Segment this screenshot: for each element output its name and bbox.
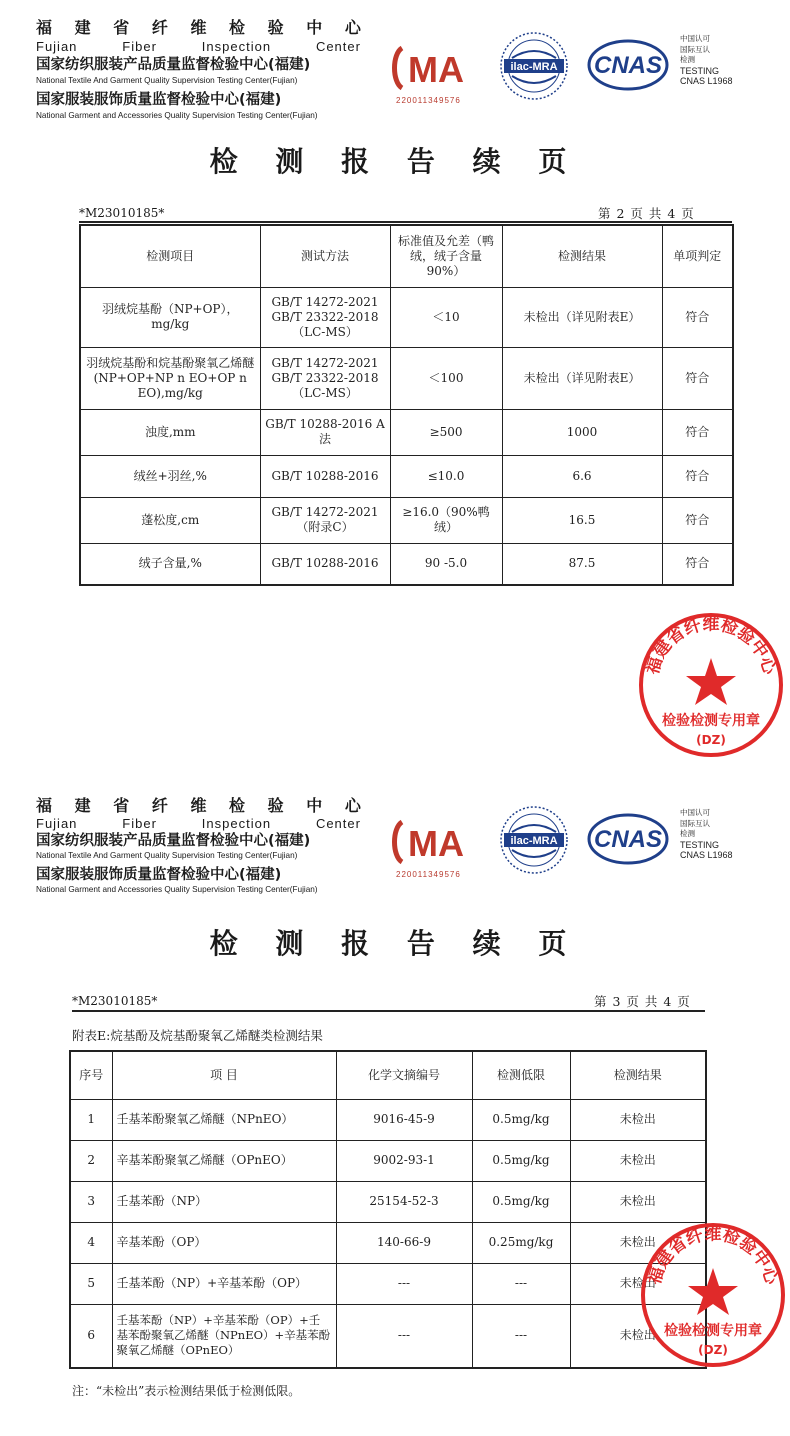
divider-line [79,221,732,223]
svg-text:MA: MA [408,49,464,90]
table-header-row [80,225,733,287]
col-header-judgement: 单项判定 [662,225,733,287]
annex-results-table [69,1050,707,1369]
report-number: *M23010185* [72,994,158,1008]
inspection-seal-stamp [638,1220,788,1370]
table-row: 2 辛基苯酚聚氧乙烯醚（OPnEO） 9002-93-1 0.5mg/kg 未检出 [70,1140,706,1181]
cma-logo [388,818,484,866]
col-header-standard: 标准值及允差（鸭绒，绒子含量90%） [390,225,502,287]
col-header-method: 测试方法 [260,225,390,287]
center-name-en: Fujian Fiber Inspection Center [36,39,361,54]
col-header-cas: 化学文摘编号 [336,1051,472,1099]
svg-text:CNAS: CNAS [593,52,663,79]
col-header-no: 序号 [70,1051,112,1099]
org2-cn: 国家服装服饰质量监督检验中心(福建) [36,92,282,108]
cma-logo [388,44,484,92]
table-row: 绒丝+羽丝,% GB/T 10288-2016 ≤10.0 6.6 符合 [80,455,733,497]
org2-en: National Garment and Accessories Quality Supervision Testing Center(Fujian) [36,885,318,894]
table-row: 浊度,mm GB/T 10288-2016 A法 ≥500 1000 符合 [80,409,733,455]
svg-text:福建省纤维检验中心: 福建省纤维检验中心 [642,614,780,677]
svg-text:(DZ): (DZ) [698,1343,728,1357]
table-row: 4 辛基苯酚（OP） 140-66-9 0.25mg/kg 未检出 [70,1222,706,1263]
inspection-seal-stamp [636,610,786,760]
page-title: 检 测 报 告 续 页 [209,927,581,960]
results-table [79,224,734,586]
cma-number: 220011349576 [396,96,461,105]
svg-text:ilac-MRA: ilac-MRA [510,61,558,73]
org2-cn: 国家服装服饰质量监督检验中心(福建) [36,867,282,883]
report-number: *M23010185* [79,206,165,220]
center-name-en: Fujian Fiber Inspection Center [36,816,361,831]
ilac-mra-logo [498,30,570,102]
svg-text:(DZ): (DZ) [696,733,726,747]
center-name-cn: 福 建 省 纤 维 检 验 中 心 [36,18,361,37]
table-row: 5 壬基苯酚（NP）+辛基苯酚（OP） --- --- 未检出 [70,1263,706,1304]
org2-en: National Garment and Accessories Quality Supervision Testing Center(Fujian) [36,111,318,120]
table-row: 3 壬基苯酚（NP） 25154-52-3 0.5mg/kg 未检出 [70,1181,706,1222]
table-row: 蓬松度,cm GB/T 14272-2021 （附录C） ≥16.0（90%鸭绒） 16.5 符合 [80,497,733,543]
org1-en: National Textile And Garment Quality Supervision Testing Center(Fujian) [36,851,298,860]
report-page-3 [0,770,790,1436]
ilac-mra-logo [498,804,570,876]
col-header-result: 检测结果 [502,225,662,287]
svg-text:ilac-MRA: ilac-MRA [510,835,558,847]
cma-number: 220011349576 [396,870,461,879]
page-number: 第 3 页 共 4 页 [594,994,690,1009]
cnas-logo [586,812,670,866]
center-name-cn: 福 建 省 纤 维 检 验 中 心 [36,796,361,815]
org1-cn: 国家纺织服装产品质量监督检验中心(福建) [36,833,311,849]
org1-en: National Textile And Garment Quality Supervision Testing Center(Fujian) [36,76,298,85]
col-header-item: 项 目 [112,1051,336,1099]
svg-text:检验检测专用章: 检验检测专用章 [664,1323,762,1339]
table-row: 绒子含量,% GB/T 10288-2016 90 -5.0 87.5 符合 [80,543,733,585]
svg-text:CNAS: CNAS [593,826,663,853]
page-number: 第 2 页 共 4 页 [598,206,694,221]
col-header-result: 检测结果 [570,1051,706,1099]
svg-text:福建省纤维检验中心: 福建省纤维检验中心 [644,1224,782,1287]
cnas-logo [586,38,670,92]
footnote: 注：“未检出”表示检测结果低于检测低限。 [72,1384,301,1398]
table-row: 1 壬基苯酚聚氧乙烯醚（NPnEO） 9016-45-9 0.5mg/kg 未检出 [70,1099,706,1140]
table-row: 羽绒烷基酚（NP+OP），mg/kg GB/T 14272-2021 GB/T 23322-2018 （LC-MS） ＜10 未检出（详见附表E） 符合 [80,287,733,347]
col-header-limit: 检测低限 [472,1051,570,1099]
page-title: 检 测 报 告 续 页 [209,145,581,178]
table-header-row [70,1051,706,1099]
svg-text:检验检测专用章: 检验检测专用章 [662,713,760,729]
annex-title: 附表E:烷基酚及烷基酚聚氧乙烯醚类检测结果 [72,1028,323,1043]
org1-cn: 国家纺织服装产品质量监督检验中心(福建) [36,57,311,73]
svg-text:MA: MA [408,823,464,864]
table-row: 羽绒烷基酚和烷基酚聚氧乙烯醚(NP+OP+NP n EO+OP n EO),mg/kg GB/T 14272-2021 GB/T 23322-2018 （LC-MS） ＜100 未检出（详见附表E） 符合 [80,347,733,409]
cnas-side-text: 中国认可 国际互认 检测 TESTING CNAS L1968 [680,808,733,860]
col-header-item: 检测项目 [80,225,260,287]
table-row: 6 壬基苯酚（NP）+辛基苯酚（OP）+壬基苯酚聚氧乙烯醚（NPnEO）+辛基苯酚聚氧乙烯醚（OPnEO） --- --- 未检出 [70,1304,706,1368]
cnas-side-text: 中国认可 国际互认 检测 TESTING CNAS L1968 [680,34,733,86]
divider-line [72,1010,705,1012]
